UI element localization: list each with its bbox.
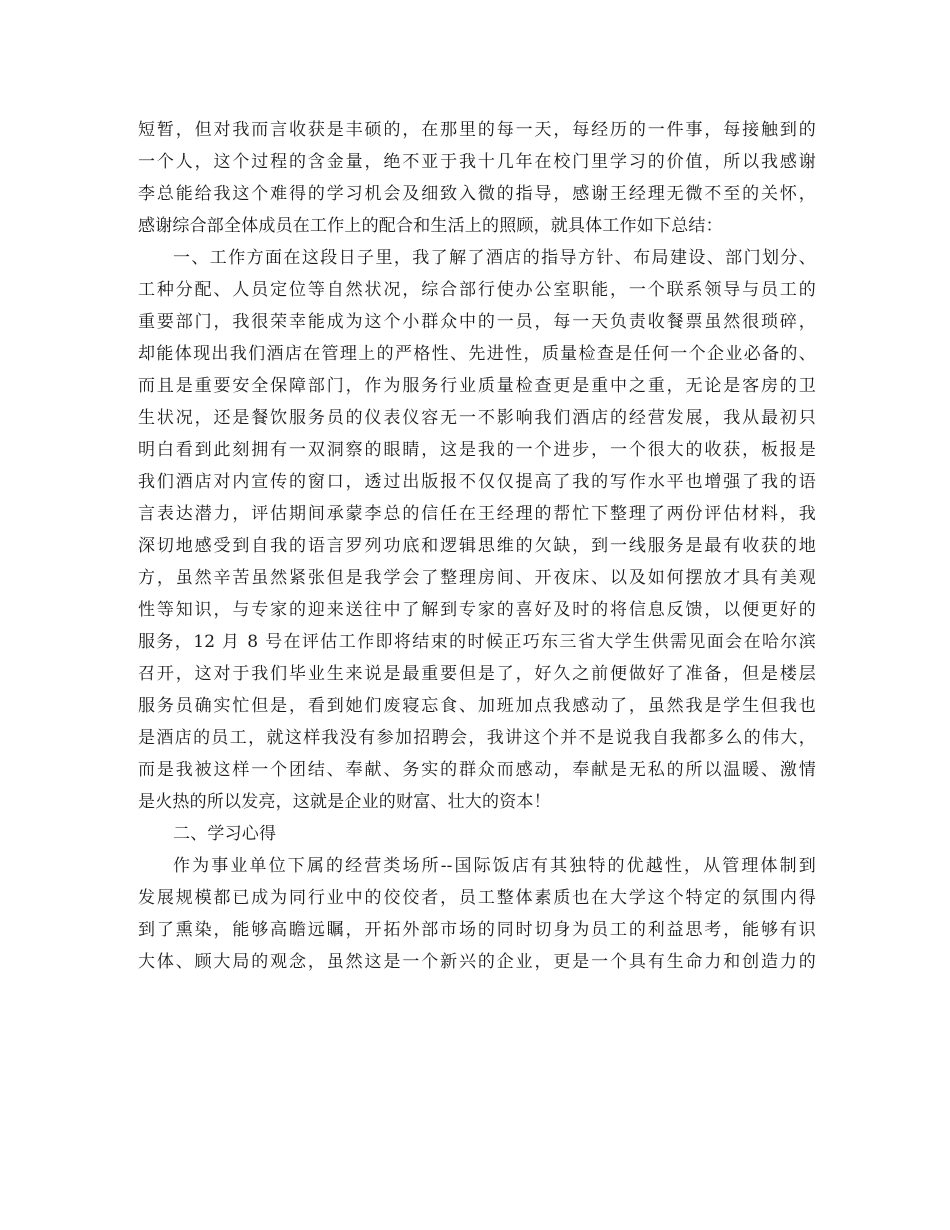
text-line-27: 大体、顾大局的观念，虽然这是一个新兴的企业，更是一个具有生命力和创造力的	[138, 952, 816, 972]
text-line-8: 却能体现出我们酒店在管理上的严格性、先进性，质量检查是任何一个企业必备的、	[138, 344, 816, 364]
text-line-4: 感谢综合部全体成员在工作上的配合和生活上的照顾，就具体工作如下总结：	[138, 216, 723, 236]
document-body	[138, 114, 816, 978]
text-line-18: 召开，这对于我们毕业生来说是最重要但是了，好久之前便做好了准备，但是楼层	[138, 664, 816, 684]
text-line-22: 是火热的所以发亮，这就是企业的财富、壮大的资本！	[138, 792, 551, 812]
text-line-6: 工种分配、人员定位等自然状况，综合部行使办公室职能，一个联系领导与员工的	[138, 280, 816, 300]
text-line-10: 生状况，还是餐饮服务员的仪表仪容无一不影响我们酒店的经营发展，我从最初只	[138, 408, 816, 428]
text-line-11: 明白看到此刻拥有一双洞察的眼睛，这是我的一个进步，一个很大的收获，板报是	[138, 440, 816, 460]
text-line-9: 而且是重要安全保障部门，作为服务行业质量检查更是重中之重，无论是客房的卫	[138, 376, 816, 396]
text-line-26: 到了熏染，能够高瞻远瞩，开拓外部市场的同时切身为员工的利益思考，能够有识	[138, 920, 816, 940]
text-line-20: 是酒店的员工，就这样我没有参加招聘会，我讲这个并不是说我自我都多么的伟大，	[138, 728, 816, 748]
text-line-25: 发展规模都已成为同行业中的佼佼者，员工整体素质也在大学这个特定的氛围内得	[138, 888, 816, 908]
text-line-15: 方，虽然辛苦虽然紧张但是我学会了整理房间、开夜床、以及如何摆放才具有美观	[138, 568, 816, 588]
text-line-21: 而是我被这样一个团结、奉献、务实的群众而感动，奉献是无私的所以温暖、激情	[138, 760, 816, 780]
section-2-heading: 二、学习心得	[173, 824, 277, 844]
section-1-first-line: 一、工作方面在这段日子里，我了解了酒店的指导方针、布局建设、部门划分、	[173, 248, 816, 268]
text-line-19: 服务员确实忙但是，看到她们废寝忘食、加班加点我感动了，虽然我是学生但我也	[138, 696, 816, 716]
text-line-7: 重要部门，我很荣幸能成为这个小群众中的一员，每一天负责收餐票虽然很琐碎，	[138, 312, 816, 332]
text-line-12: 我们酒店对内宣传的窗口，透过出版报不仅仅提高了我的写作水平也增强了我的语	[138, 472, 816, 492]
text-line-17: 服务，12 月 8 号在评估工作即将结束的时候正巧东三省大学生供需见面会在哈尔滨	[138, 632, 816, 652]
text-line-3: 李总能给我这个难得的学习机会及细致入微的指导，感谢王经理无微不至的关怀，	[138, 184, 816, 204]
text-line-1: 短暂，但对我而言收获是丰硕的，在那里的每一天，每经历的一件事，每接触到的	[138, 120, 816, 140]
text-line-14: 深切地感受到自我的语言罗列功底和逻辑思维的欠缺，到一线服务是最有收获的地	[138, 536, 816, 556]
section-2-first-line: 作为事业单位下属的经营类场所--国际饭店有其独特的优越性，从管理体制到	[173, 856, 816, 876]
text-line-2: 一个人，这个过程的含金量，绝不亚于我十几年在校门里学习的价值，所以我感谢	[138, 152, 816, 172]
text-line-13: 言表达潜力，评估期间承蒙李总的信任在王经理的帮忙下整理了两份评估材料，我	[138, 504, 816, 524]
text-line-16: 性等知识，与专家的迎来送往中了解到专家的喜好及时的将信息反馈，以便更好的	[138, 600, 816, 620]
